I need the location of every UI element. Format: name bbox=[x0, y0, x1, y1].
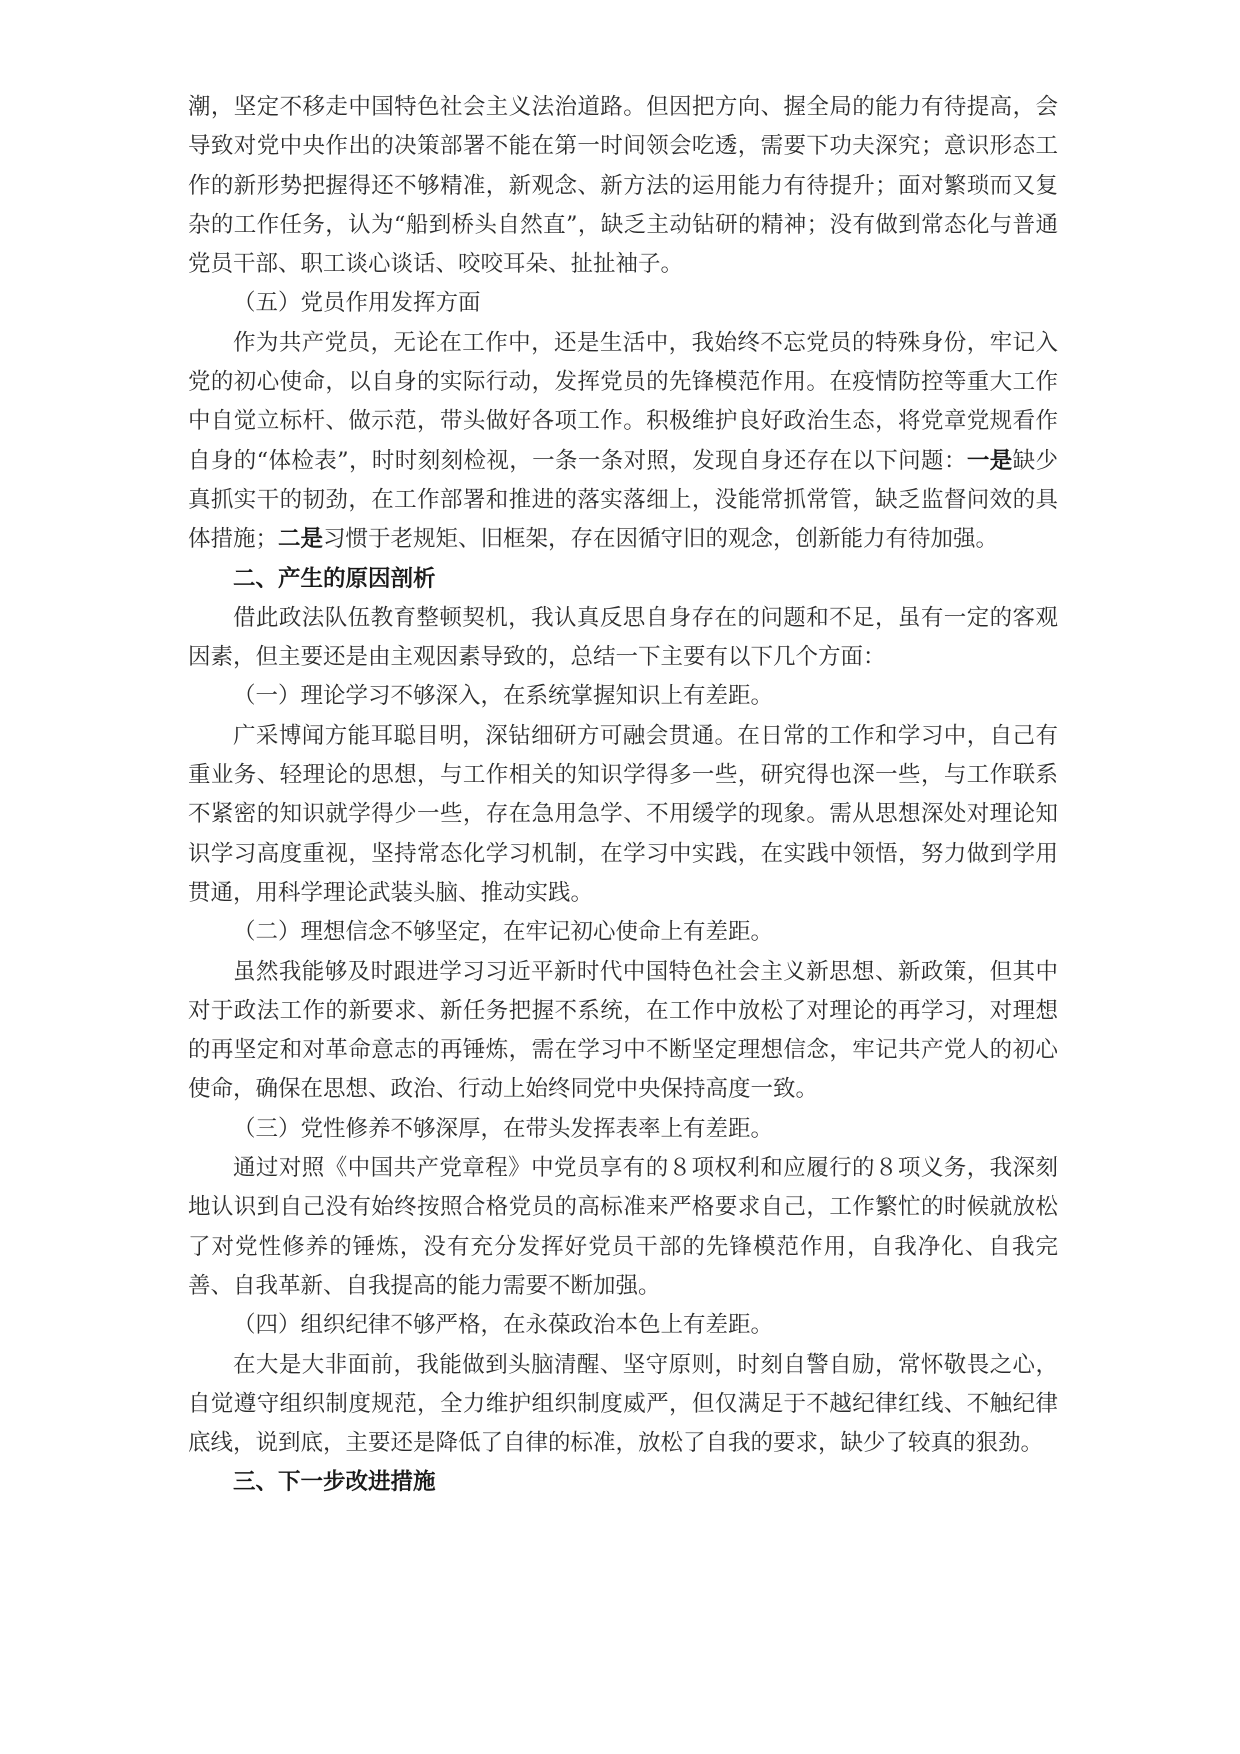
subheading-ideals-beliefs: （二）理想信念不够坚定，在牢记初心使命上有差距。 bbox=[233, 919, 774, 946]
section-heading-causes: 二、产生的原因剖析 bbox=[233, 565, 436, 592]
subheading-discipline: （四）组织纪律不够严格，在永葆政治本色上有差距。 bbox=[233, 1312, 774, 1339]
paragraph-party-spirit: 通过对照《中国共产党章程》中党员享有的８项权利和应履行的８项义务，我深刻地认识到自己没有始终按照合格党员的高标准来严格要求自己，工作繁忙的时候就放松了对党性修养的锤炼，没有充分发挥好党员干部的先锋模范作用，自我净化、自我完善、自我革新、自我提高的能力需要不断加强。 bbox=[188, 1155, 1058, 1299]
paragraph-continued: 潮，坚定不移走中国特色社会主义法治道路。但因把方向、握全局的能力有待提高，会导致对党中央作出的决策部署不能在第一时间领会吃透，需要下功夫深究；意识形态工作的新形势把握得还不够精准，新观念、新方法的运用能力有待提升；面对繁琐而又复杂的工作任务，认为“船到桥头自然直”，缺乏主动钻研的精神；没有做到常态化与普通党员干部、职工谈心谈话、咬咬耳朵、扯扯袖子。 bbox=[188, 94, 1058, 278]
paragraph-theory-study: 广采博闻方能耳聪目明，深钻细研方可融会贯通。在日常的工作和学习中，自己有重业务、轻理论的思想，与工作相关的知识学得多一些，研究得也深一些，与工作联系不紧密的知识就学得少一些，存在急用急学、不用缓学的现象。需从思想深处对理论知识学习高度重视，坚持常态化学习机制，在学习中实践，在实践中领悟，努力做到学用贯通，用科学理论武装头脑、推动实践。 bbox=[188, 722, 1058, 906]
document-page bbox=[188, 88, 1058, 1503]
subheading-party-member-role: （五）党员作用发挥方面 bbox=[233, 290, 481, 317]
subheading-party-spirit: （三）党性修养不够深厚，在带头发挥表率上有差距。 bbox=[233, 1115, 774, 1142]
paragraph-ideals-beliefs: 虽然我能够及时跟进学习习近平新时代中国特色社会主义新思想、新政策，但其中对于政法工作的新要求、新任务把握不系统，在工作中放松了对理论的再学习，对理想的再坚定和对革命意志的再锤炼，需在学习中不断坚定理想信念，牢记共产党人的初心使命，确保在思想、政治、行动上始终同党中央保持高度一致。 bbox=[188, 958, 1058, 1103]
point-one-label: 一是 bbox=[966, 447, 1013, 474]
point-one-text: 缺少真抓实干的韧劲，在工作部署和推进的落实落细上，没能常抓常管，缺乏监督问效的具体措施； bbox=[188, 447, 1058, 553]
paragraph-discipline: 在大是大非面前，我能做到头脑清醒、坚守原则，时刻自警自励，常怀敬畏之心，自觉遵守组织制度规范，全力维护组织制度威严，但仅满足于不越纪律红线、不触纪律底线，说到底，主要还是降低了自律的标准，放松了自我的要求，缺少了较真的狠劲。 bbox=[188, 1351, 1058, 1457]
paragraph-causes-intro: 借此政法队伍教育整顿契机，我认真反思自身存在的问题和不足，虽有一定的客观因素，但主要还是由主观因素导致的，总结一下主要有以下几个方面： bbox=[188, 604, 1058, 671]
point-two-label: 二是 bbox=[278, 526, 324, 553]
paragraph-party-member-role bbox=[188, 324, 1058, 560]
section-heading-improvement: 三、下一步改进措施 bbox=[233, 1469, 436, 1496]
subheading-theory-study: （一）理论学习不够深入，在系统掌握知识上有差距。 bbox=[233, 683, 774, 710]
point-two-text: 习惯于老规矩、旧框架，存在因循守旧的观念，创新能力有待加强。 bbox=[323, 526, 999, 553]
paragraph-text: 作为共产党员，无论在工作中，还是生活中，我始终不忘党员的特殊身份，牢记入党的初心使命，以自身的实际行动，发挥党员的先锋模范作用。在疫情防控等重大工作中自觉立标杆、做示范，带头做好各项工作。积极维护良好政治生态，将党章党规看作自身的“体检表”，时时刻刻检视，一条一条对照，发现自身还存在以下问题： bbox=[188, 329, 1058, 474]
